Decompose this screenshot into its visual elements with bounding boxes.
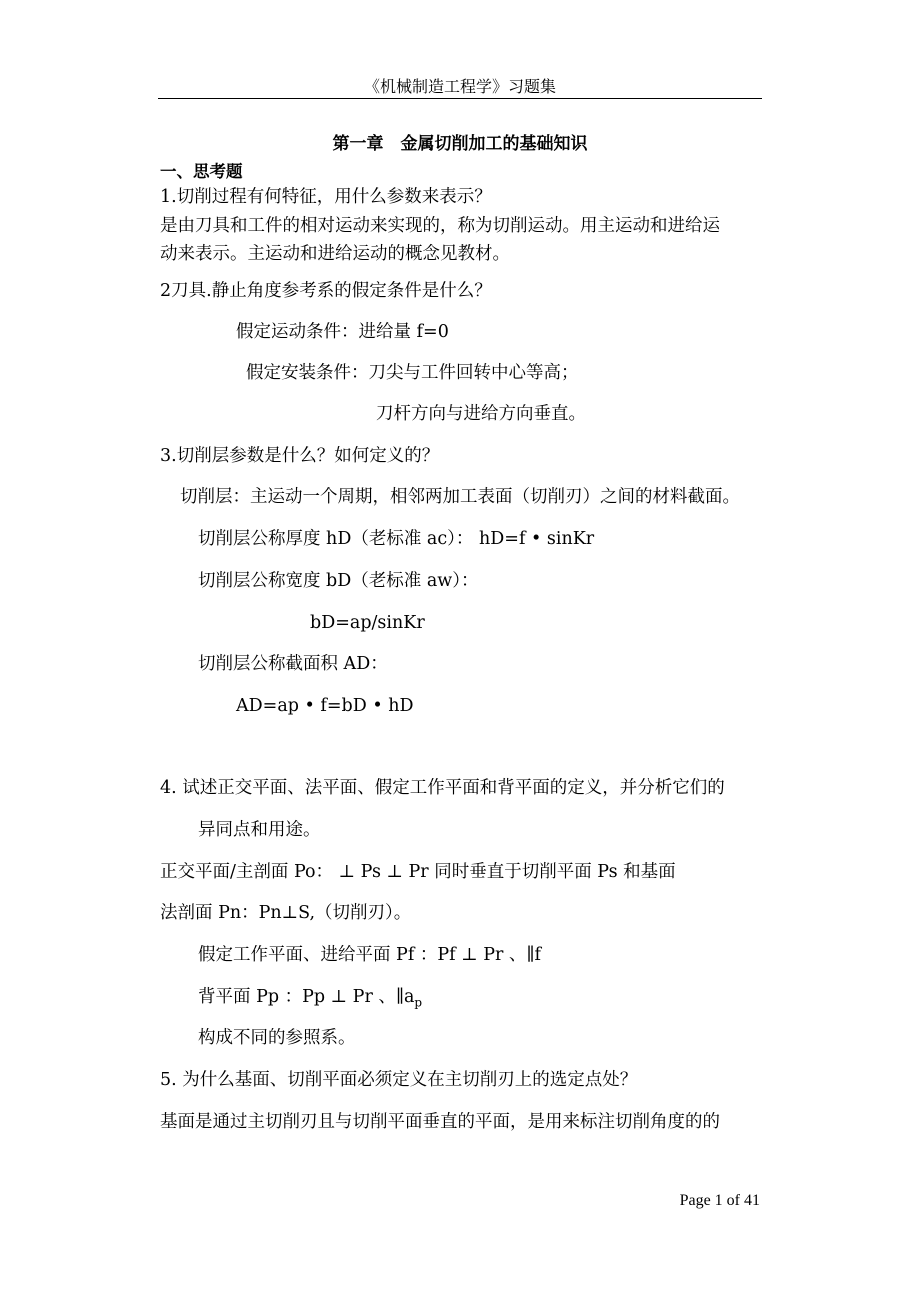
answer-3-line-2: 切削层公称厚度 hD（老标准 ac）： hD=f • sinKr xyxy=(198,529,595,549)
answer-2-line-3: 刀杆方向与进给方向垂直。 xyxy=(376,404,586,424)
answer-1-line-1: 是由刀具和工件的相对运动来实现的，称为切削运动。用主运动和进给运 xyxy=(160,216,720,236)
question-4-line-1: 4. 试述正交平面、法平面、假定工作平面和背平面的定义，并分析它们的 xyxy=(160,778,725,798)
answer-3-line-4: bD=ap/sinKr xyxy=(310,613,425,633)
answer-1-line-2: 动来表示。主运动和进给运动的概念见教材。 xyxy=(160,244,510,264)
question-1: 1.切削过程有何特征，用什么参数来表示？ xyxy=(160,187,492,207)
answer-5-line-1: 基面是通过主切削刃且与切削平面垂直的平面，是用来标注切削角度的的 xyxy=(160,1112,720,1132)
answer-4-line-1: 正交平面/主剖面 Po： ⊥ Ps ⊥ Pr 同时垂直于切削平面 Ps 和基面 xyxy=(160,862,676,882)
page-number: Page 1 of 41 xyxy=(679,1192,760,1209)
chapter-title: 第一章 金属切削加工的基础知识 xyxy=(332,134,588,154)
answer-4-line-4 xyxy=(198,985,422,1015)
section-title: 一、思考题 xyxy=(160,162,243,181)
answer-4-line-4-text: 背平面 Pp ：Pp ⊥ Pr 、∥a xyxy=(198,987,415,1007)
answer-2-line-2: 假定安装条件：刀尖与工件回转中心等高； xyxy=(246,363,579,383)
page-header: 《机械制造工程学》习题集 xyxy=(363,77,556,96)
answer-2-line-1: 假定运动条件：进给量 f=0 xyxy=(236,322,449,342)
header-rule xyxy=(158,98,762,99)
answer-4-line-2: 法剖面 Pn：Pn⊥S,（切削刃）。 xyxy=(160,903,412,923)
answer-3-line-3: 切削层公称宽度 bD（老标准 aw）： xyxy=(198,571,479,591)
question-2: 2刀具.静止角度参考系的假定条件是什么？ xyxy=(160,281,492,301)
question-4-line-2: 异同点和用途。 xyxy=(198,820,321,840)
question-5: 5. 为什么基面、切削平面必须定义在主切削刃上的选定点处？ xyxy=(160,1070,638,1090)
answer-3-line-5: 切削层公称截面积 AD： xyxy=(198,654,388,674)
answer-3-line-6: AD=ap • f=bD • hD xyxy=(236,696,414,716)
answer-3-line-1: 切削层：主运动一个周期，相邻两加工表面（切削刃）之间的材料截面。 xyxy=(180,487,740,507)
question-3: 3.切削层参数是什么？如何定义的？ xyxy=(160,446,440,466)
answer-4-line-4-subscript: p xyxy=(414,995,423,1010)
answer-4-line-5: 构成不同的参照系。 xyxy=(198,1028,356,1048)
answer-4-line-3: 假定工作平面、进给平面 Pf ：Pf ⊥ Pr 、∥f xyxy=(198,945,541,965)
